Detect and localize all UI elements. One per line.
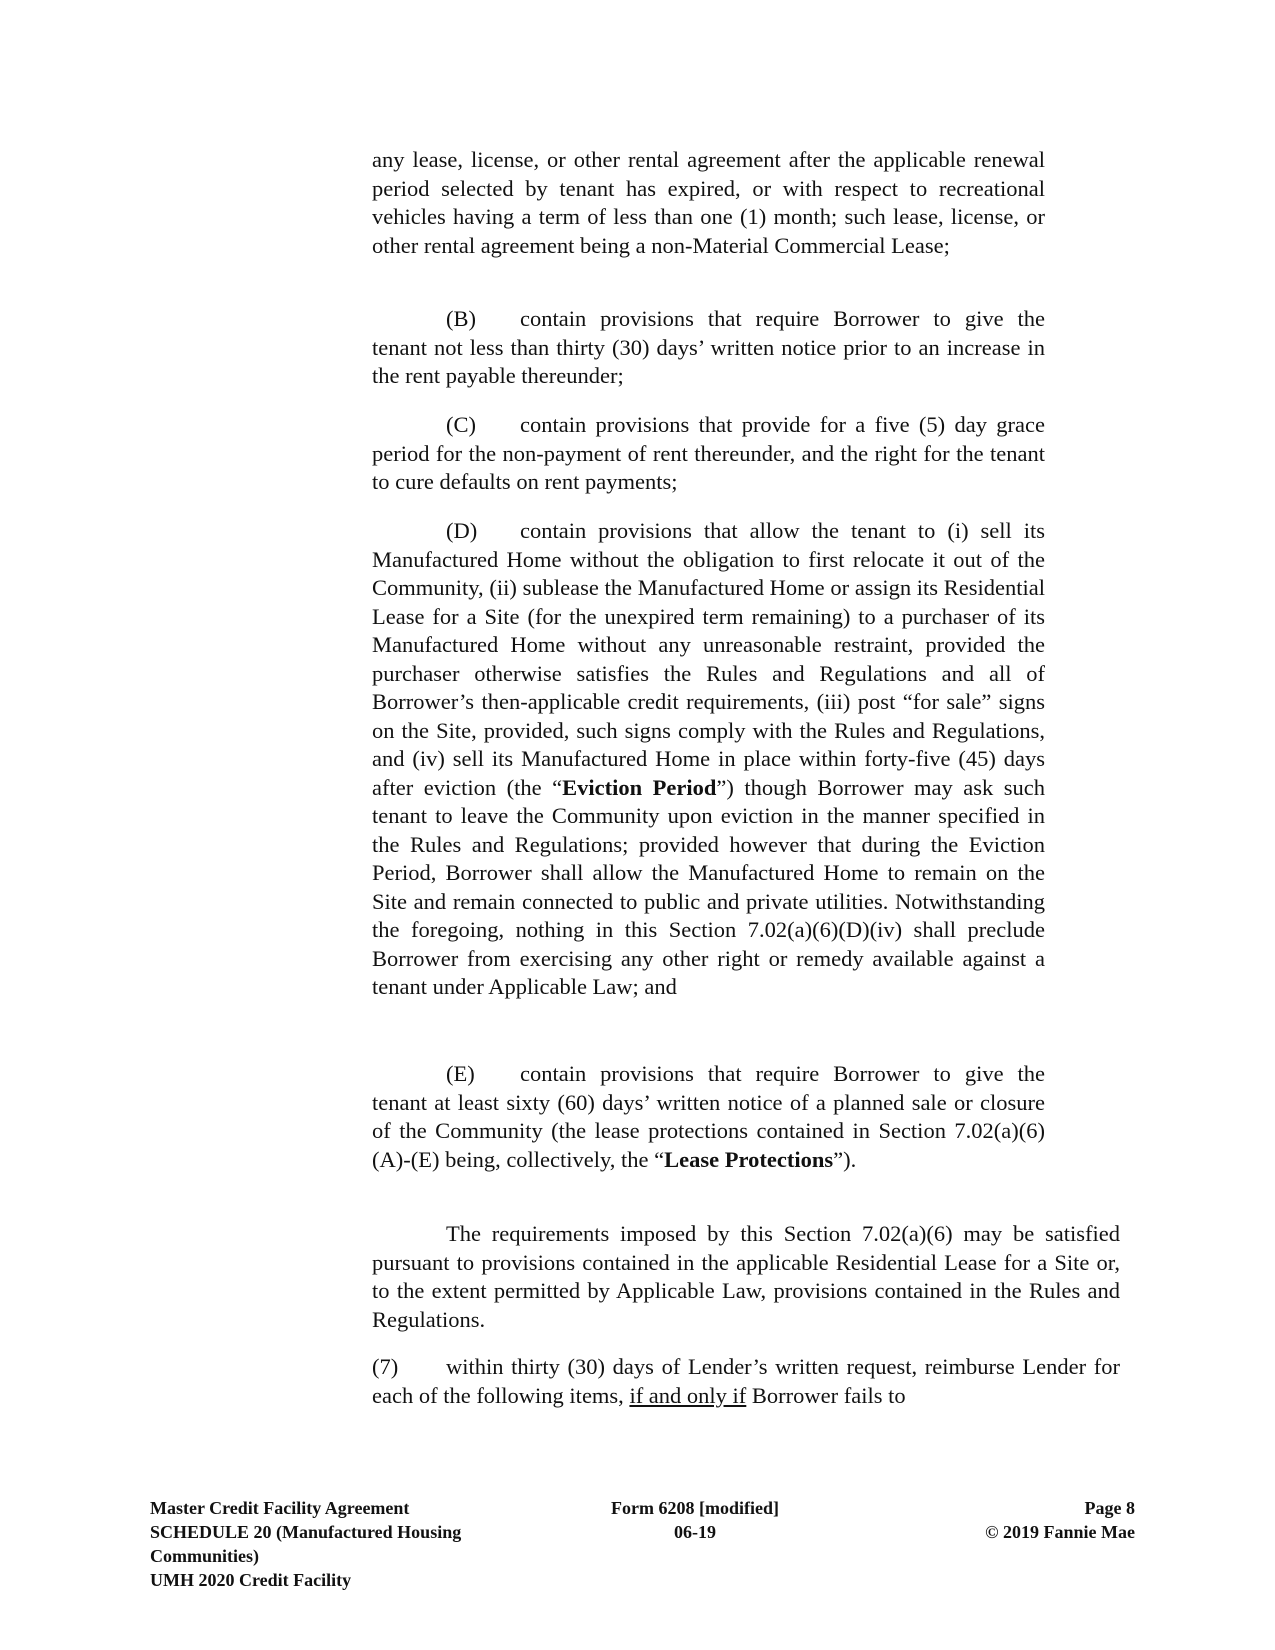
footer-schedule-title: SCHEDULE 20 (Manufactured Housing Communities) [150, 1522, 462, 1566]
footer-form-date: 06-19 [674, 1522, 716, 1542]
footer-form-number: Form 6208 [modified] [611, 1498, 779, 1518]
footer-agreement-title: Master Credit Facility Agreement [150, 1498, 410, 1518]
list-item-b-text: contain provisions that require Borrower to give the tenant not less than thirty (30) days’ written notice prior to an increase in the rent payable thereunder; [372, 306, 1045, 388]
footer-right [835, 1496, 1135, 1544]
list-item-b [372, 305, 1045, 391]
list-item-c-text: contain provisions that provide for a five (5) day grace period for the non-payment of rent thereunder, and the right for the tenant to cure defaults on rent payments; [372, 412, 1045, 494]
defined-term-lease-protections: Lease Protections [664, 1146, 834, 1172]
defined-term-eviction-period: Eviction Period [562, 774, 717, 800]
list-item-d-text-1: contain provisions that allow the tenant to (i) sell its Manufactured Home without the obligation to first relocate it out of the Community, (ii) sublease the Manufactured Home or assign its Residential Lease for a Site (for the unexpired term remaining) to a purchaser of its Manufactured Home without any unreasonable restraint, provided the purchaser otherwise satisfies the Rules and Regulations and all of Borrower’s then-applicable credit requirements, (iii) post “for sale” signs on the Site, provided, such signs comply with the Rules and Regulations, and (iv) sell its Manufactured Home in place within forty-five (45) days after eviction (the “ [372, 518, 1045, 800]
footer-left [150, 1496, 550, 1592]
footer-middle [590, 1496, 800, 1544]
list-item-7 [372, 1353, 1120, 1410]
list-item-7-text-2: Borrower fails to [746, 1382, 906, 1408]
requirements-paragraph [372, 1220, 1120, 1334]
underlined-phrase: if and only if [629, 1382, 747, 1408]
requirements-paragraph-text: The requirements imposed by this Section 7.02(a)(6) may be satisfied pursuant to provisions contained in the applicable Residential Lease for a Site or, to the extent permitted by Applicable Law, provisions contained in the Rules and Regulations. [372, 1221, 1120, 1332]
footer-copyright: © 2019 Fannie Mae [985, 1522, 1135, 1542]
list-item-e [372, 1060, 1045, 1174]
list-item-c-label: (C) [446, 412, 476, 437]
list-item-d [372, 517, 1045, 1002]
continued-paragraph-text: any lease, license, or other rental agreement after the applicable renewal period selected by tenant has expired, or with respect to recreational vehicles having a term of less than one (1) month; such lease, license, or other rental agreement being a non-Material Commercial Lease; [372, 147, 1045, 258]
list-item-d-label: (D) [446, 518, 478, 543]
list-item-e-text-2: ”). [833, 1146, 857, 1172]
list-item-b-label: (B) [446, 306, 476, 331]
list-item-7-label: (7) [372, 1354, 399, 1379]
list-item-c [372, 411, 1045, 497]
list-item-e-text-1: contain provisions that require Borrower to give the tenant at least sixty (60) days’ written notice of a planned sale or closure of the Community (the lease protections contained in Section 7.02(a)(6)(A)-(E) being, collectively, the “ [372, 1061, 1045, 1172]
footer-facility-name: UMH 2020 Credit Facility [150, 1570, 352, 1590]
list-item-d-text-2: ”) though Borrower may ask such tenant to leave the Community upon eviction in the manner specified in the Rules and Regulations; provided however that during the Eviction Period, Borrower shall allow the Manufactured Home to remain on the Site and remain connected to public and private utilities. Notwithstanding the foregoing, nothing in this Section 7.02(a)(6)(D)(iv) shall preclude Borrower from exercising any other right or remedy available against a tenant under Applicable Law; and [372, 774, 1046, 999]
list-item-7-text-1: within thirty (30) days of Lender’s written request, reimburse Lender for each of the following items, [372, 1354, 1120, 1408]
list-item-e-label: (E) [446, 1061, 475, 1086]
footer-page-number: Page 8 [1084, 1498, 1135, 1518]
continued-paragraph [372, 146, 1045, 260]
